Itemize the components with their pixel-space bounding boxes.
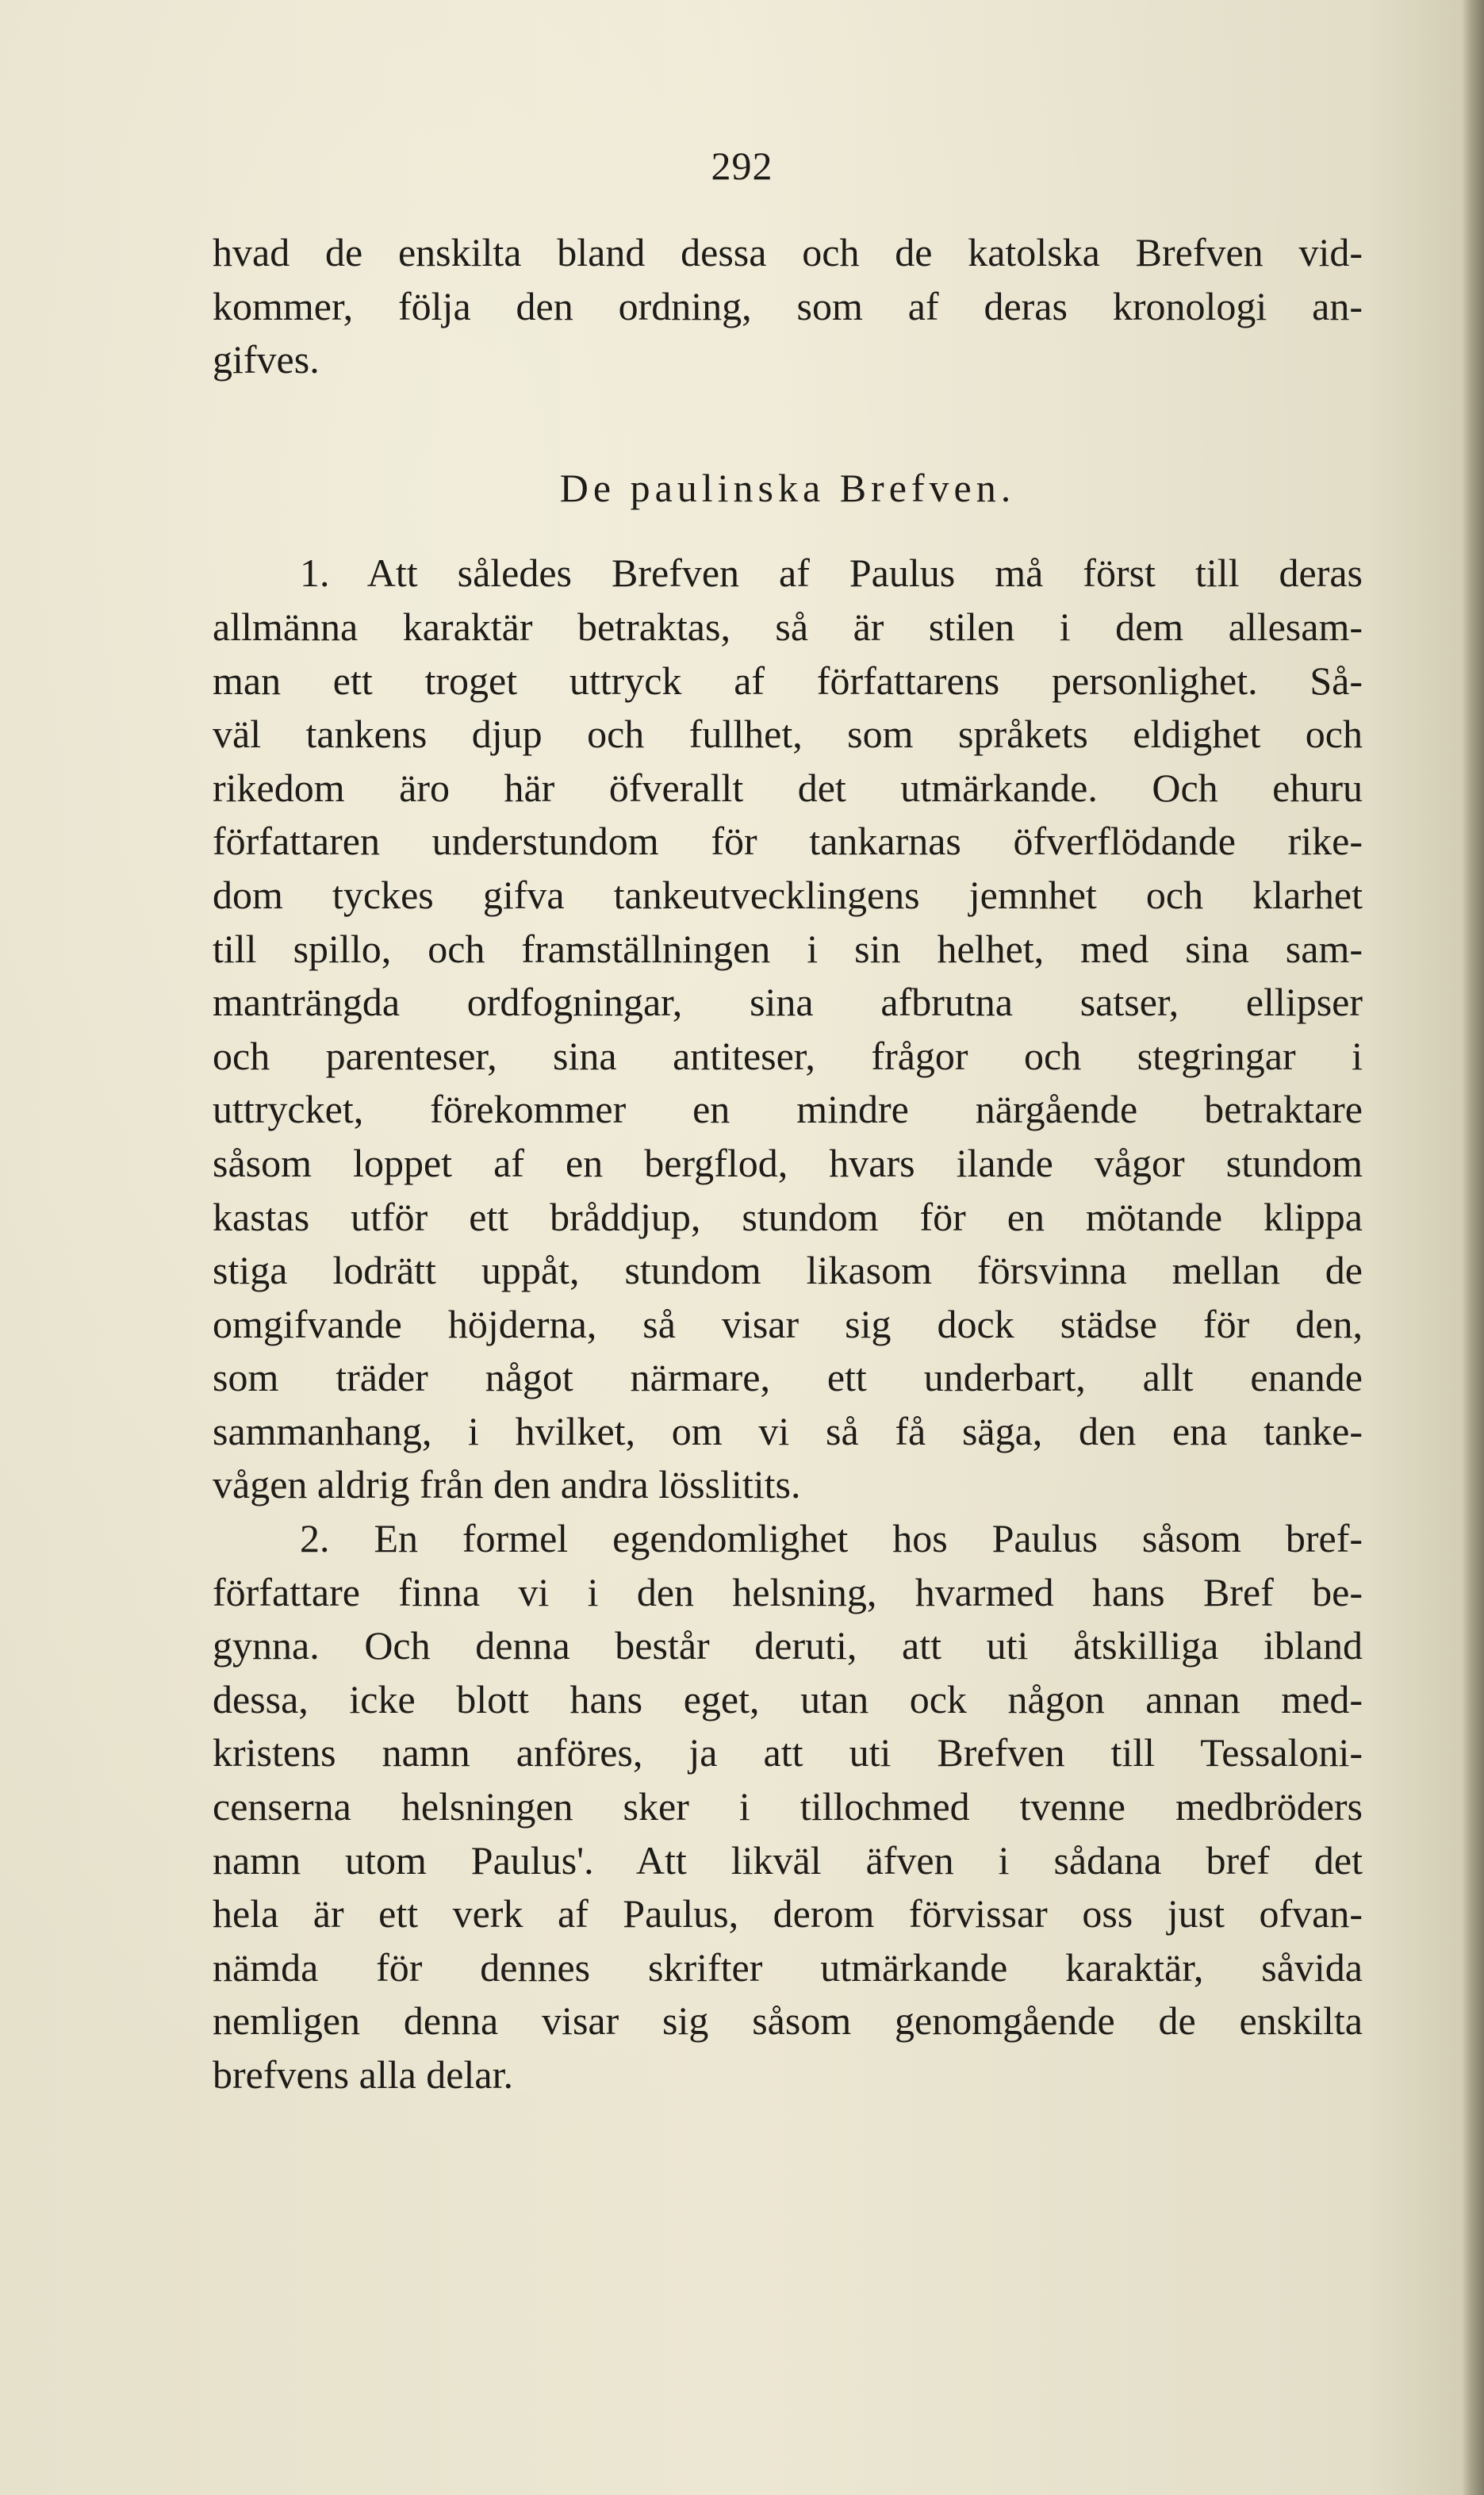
- text-line: man ett troget uttryck af författarens personlighet. Så-: [213, 658, 1363, 703]
- text-line: till spillo, och framställningen i sin helhet, med sina sam-: [213, 926, 1363, 971]
- spacer: [213, 387, 1363, 462]
- text-line: brefvens alla delar.: [213, 2052, 513, 2097]
- text-line: hela är ett verk af Paulus, derom förvissar oss just ofvan-: [213, 1891, 1363, 1937]
- text-line: manträngda ordfogningar, sina afbrutna satser, ellipser: [213, 980, 1363, 1025]
- body-text: [213, 226, 1363, 2102]
- text-line: omgifvande höjderna, så visar sig dock städse för den,: [213, 1301, 1363, 1346]
- text-line: hvad de enskilta bland dessa och de katolska Brefven vid-: [213, 230, 1363, 274]
- text-line: 2. En formel egendomlighet hos Paulus såsom bref-: [300, 1516, 1363, 1561]
- text-line: såsom loppet af en bergflod, hvars ilande vågor stundom: [213, 1140, 1363, 1185]
- paragraph-2: [213, 1512, 1363, 2102]
- spacer: [213, 515, 1363, 547]
- paragraph-1: [213, 547, 1363, 1512]
- text-line: 1. Att således Brefven af Paulus må först till deras: [300, 551, 1363, 596]
- text-line: gynna. Och denna består deruti, att uti åtskilliga ibland: [213, 1623, 1363, 1668]
- text-line: och parenteser, sina antiteser, frågor och stegringar i: [213, 1033, 1363, 1078]
- text-line: författare finna vi i den helsning, hvarmed hans Bref be-: [213, 1569, 1363, 1614]
- text-line: sammanhang, i hvilket, om vi så få säga, den ena tanke-: [213, 1408, 1363, 1453]
- text-line: vågen aldrig från den andra lösslitits.: [213, 1462, 801, 1507]
- text-line: uttrycket, förekommer en mindre närgående betraktare: [213, 1087, 1363, 1132]
- text-line: kommer, följa den ordning, som af deras kronologi an-: [213, 283, 1363, 328]
- text-line: namn utom Paulus'. Att likväl äfven i sådana bref det: [213, 1837, 1363, 1883]
- text-line: rikedom äro här öfverallt det utmärkande. Och ehuru: [213, 765, 1363, 810]
- text-line: dessa, icke blott hans eget, utan ock någon annan med-: [213, 1676, 1363, 1722]
- text-line: nämda för dennes skrifter utmärkande karaktär, såvida: [213, 1944, 1363, 1990]
- text-line: nemligen denna visar sig såsom genomgående de enskilta: [213, 1998, 1363, 2044]
- text-line: väl tankens djup och fullhet, som språkets eldighet och: [213, 712, 1363, 757]
- page-number: 292: [711, 144, 773, 188]
- text-line: kristens namn anföres, ja att uti Brefven till Tessaloni-: [213, 1730, 1363, 1775]
- page-edge-shadow: [1462, 0, 1484, 2495]
- section-heading: De paulinska Brefven.: [559, 465, 1016, 510]
- text-line: dom tyckes gifva tankeutvecklingens jemnhet och klarhet: [213, 872, 1363, 917]
- text-line: censerna helsningen sker i tillochmed tvenne medbröders: [213, 1784, 1363, 1829]
- text-line: gifves.: [213, 337, 320, 382]
- intro-paragraph: [213, 226, 1363, 387]
- text-line: författaren understundom för tankarnas öfverflödande rike-: [213, 819, 1363, 864]
- text-line: som träder något närmare, ett underbart, allt enande: [213, 1355, 1363, 1400]
- text-line: allmänna karaktär betraktas, så är stilen i dem allesam-: [213, 604, 1363, 649]
- text-line: stiga lodrätt uppåt, stundom likasom försvinna mellan de: [213, 1248, 1363, 1293]
- text-line: kastas utför ett bråddjup, stundom för en mötande klippa: [213, 1194, 1363, 1239]
